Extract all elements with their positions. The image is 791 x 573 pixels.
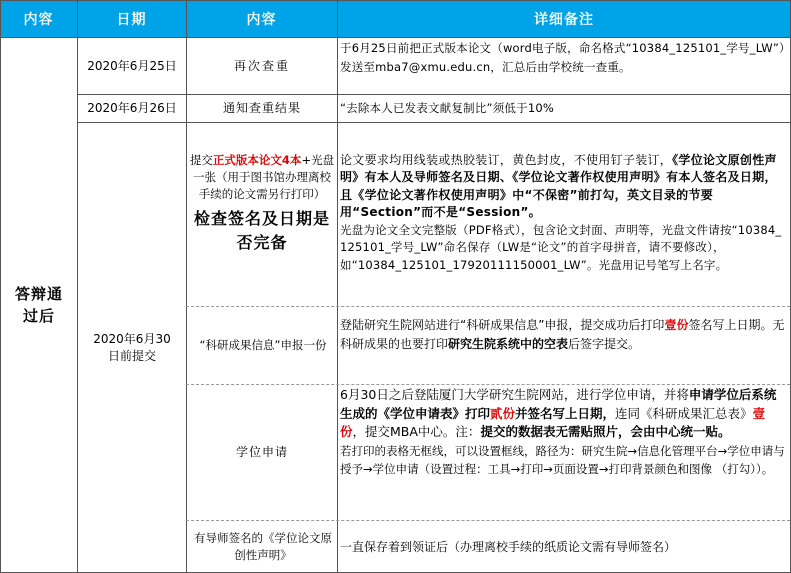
degree-note-text: 6月30日之后登陆厦门大学研究生院网站，进行学位申请，并将申请学位后系统生成的《学位申请表》打印贰份并签名写上日期，连同《科研成果汇总表》壹份，提交MBA中心。注：提交的数据表无需贴照片，会由中心统一贴。	[340, 387, 777, 439]
header-label: 日期	[116, 11, 147, 28]
category-cell	[1, 38, 77, 572]
research-item	[190, 307, 336, 384]
row2-note	[340, 95, 788, 122]
research-count-highlight: 壹份	[664, 318, 689, 332]
degree-item	[187, 385, 337, 520]
header-col-date	[77, 0, 186, 37]
thesis-check-note: 检查签名及日期是否完备	[193, 209, 330, 252]
research-item-text: “科研成果信息”申报一份	[199, 338, 327, 352]
thesis-note-bold: 《学位论文原创性声明》有本人及导师签名及日期、《学位论文著作权使用声明》有本人签名及日期，且《学位论文著作权使用声明》中“不保密”前打勾，英文目录的节要用“Section”而不是“Session”。	[340, 152, 777, 219]
row2-date	[78, 95, 186, 122]
header-col-item	[186, 0, 337, 37]
thesis-note-binding: 论文要求均用线装或热胶装订，黄色封皮，不使用钉子装订，《学位论文原创性声明》有本人及导师签名及日期、《学位论文著作权使用声明》有本人签名及日期，且《学位论文著作权使用声明》中“不保密”前打勾，英文目录的节要用“Section”而不是“Session”。	[340, 152, 777, 219]
sign-note	[340, 521, 788, 572]
thesis-count-highlight: 正式版本论文4本	[212, 153, 302, 167]
date-text: 2020年6月26日	[87, 101, 177, 115]
row1-note	[340, 38, 788, 94]
header-label: 详细备注	[534, 11, 594, 28]
degree-item-text: 学位申请	[235, 445, 288, 459]
thesis-item-text: 提交正式版本论文4本+光盘一张（用于图书馆办理离校手续的论文需另行打印）	[189, 153, 335, 201]
header-col-content	[0, 0, 77, 37]
thesis-note	[340, 134, 788, 274]
date-text: 2020年6月25日	[87, 58, 177, 73]
item-text: 通知查重结果	[222, 101, 301, 115]
degree-note-bold: 提交的数据表无需贴照片，会由中心统一贴。	[480, 424, 731, 439]
header-col-note	[337, 0, 791, 37]
research-note	[340, 316, 788, 354]
degree-count-highlight-2: 壹份	[340, 405, 766, 439]
note-text: 于6月25日前把正式版本论文（word电子版，命名格式“10384_125101_学号_LW”）发送至mba7@xmu.edu.cn，汇总后由学校统一查重。	[340, 41, 785, 74]
sign-note-text: 一直保存着到领证后（办理离校手续的纸质论文需有导师签名）	[340, 540, 677, 554]
header-label: 内容	[246, 11, 277, 28]
note-text: “去除本人已发表文献复制比”须低于10%	[340, 101, 554, 116]
thesis-item	[188, 152, 336, 255]
research-note-text: 登陆研究生院网站进行“科研成果信息”申报，提交成功后打印壹份签名写上日期。无科研成果的也要打印研究生院系统中的空表后签字提交。	[340, 318, 785, 351]
row3-date	[78, 123, 186, 572]
header-label: 内容	[23, 11, 54, 28]
thesis-note-disc: 光盘为论文全文完整版（PDF格式），包含论文封面、声明等，光盘文件请按“10384_ 125101_学号_LW”命名保存（LW是“论文”的首字母拼音，请不要修改），如“10384_125101_17920111150001_LW”。光盘用记号笔写上名字。	[340, 222, 782, 272]
row1-item	[187, 38, 337, 94]
row1-date	[78, 38, 186, 94]
category-label: 答辩通过后	[14, 285, 63, 325]
degree-note	[340, 386, 788, 479]
sign-item-text: 有导师签名的《学位论文原创性声明》	[194, 530, 332, 562]
row2-item	[187, 95, 337, 122]
sign-item	[190, 521, 336, 572]
date-text: 2020年6月30日前提交	[93, 331, 171, 363]
item-text: 再次查重	[233, 58, 290, 73]
degree-count-highlight: 贰份	[490, 405, 516, 421]
research-note-bold: 研究生院系统中的空表	[448, 337, 569, 351]
degree-note-border: 若打印的表格无框线，可以设置框线，路径为：研究生院→信息化管理平台→学位申请与授予→学位申请（设置过程：工具→打印→页面设置→打印背景颜色和图像 （打勾））。	[340, 443, 785, 476]
